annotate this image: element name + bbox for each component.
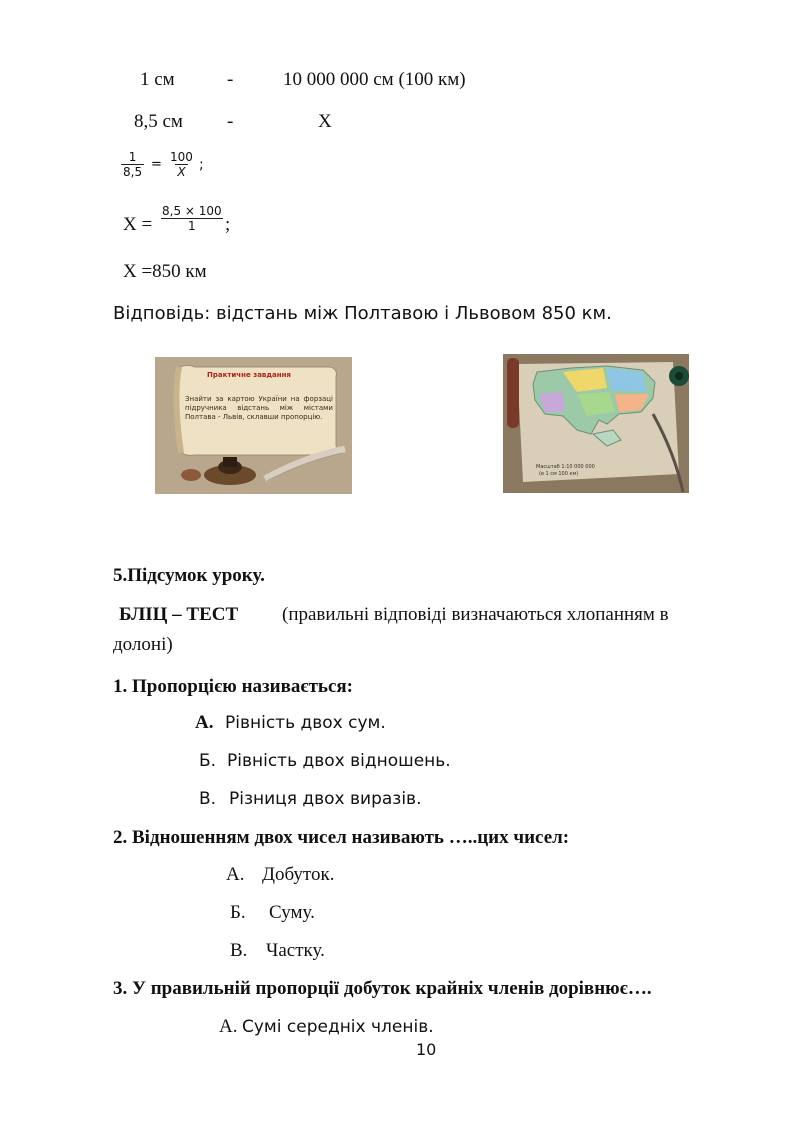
proportion-row2-left: 8,5 см [134,111,183,132]
blitz-test-note-line1: (правильні відповіді визначаються хлопанням в [282,604,669,625]
slide-task-text: Знайти за картою України на форзаці підручника відстань між містами Полтава - Львів, склавши пропорцію. [185,395,333,421]
proportion-row1-right: 10 000 000 см (100 км) [283,69,466,90]
q1-option-c-letter: В. [199,789,217,809]
slide-task-title: Практичне завдання [207,371,291,379]
q1-option-b-letter: Б. [199,751,217,771]
fraction-right [168,150,195,179]
slide-map-scale-2: (в 1 см 100 км) [539,471,579,477]
equation-2-lhs: X = [123,214,153,235]
proportion-row1-left: 1 см [140,69,175,90]
ukraine-map-icon [503,354,689,493]
fraction-product-numerator: 8,5 × 100 [162,204,222,218]
q1-option-a-letter: А. [195,712,214,733]
question-3: 3. У правильній пропорції добуток крайніх членів дорівнює…. [113,978,652,999]
section-heading: 5.Підсумок уроку. [113,565,265,586]
fraction-product [160,204,224,233]
answer-line: Відповідь: відстань між Полтавою і Львовом 850 км. [113,303,612,324]
result-line: X =850 км [123,261,207,282]
q1-option-b-text: Рівність двох відношень. [227,751,451,771]
q1-option-c-text: Різниця двох виразів. [229,789,422,809]
q2-option-b-letter: Б. [230,902,246,923]
fraction-right-numerator: 100 [170,150,193,164]
q1-option-a-text: Рівність двох сум. [225,713,386,733]
question-2: 2. Відношенням двох чисел називають …..цих чисел: [113,827,570,848]
page-number: 10 [416,1040,437,1059]
fraction-left-denominator: 8,5 [123,165,143,179]
proportion-row1-dash: - [227,69,234,90]
proportion-row2-right: X [318,111,332,132]
slide-map-image [503,354,689,493]
blitz-test-note-line2: долоні) [113,634,173,655]
fraction-right-denominator: X [177,165,186,179]
q2-option-a-letter: А. [226,864,245,885]
q2-option-c-letter: В. [230,940,248,961]
q3-option-a-text: Сумі середніх членів. [242,1017,434,1037]
equation-2-end: ; [225,214,231,235]
q2-option-c-text: Частку. [266,940,325,961]
blitz-test-label: БЛІЦ – ТЕСТ [119,604,239,625]
slide-map-scale-1: Масштаб 1:10 000 000 [536,464,595,470]
equation-1-end: ; [199,157,204,173]
proportion-row2-dash: - [227,111,234,132]
q2-option-b-text: Суму. [269,902,315,923]
fraction-left-numerator: 1 [128,150,137,164]
fraction-left [121,150,144,179]
q3-option-a-letter: А. [219,1016,238,1037]
equals-sign: = [151,157,162,172]
q2-option-a-text: Добуток. [262,864,335,885]
question-1: 1. Пропорцією називається: [113,676,353,697]
slide-task-image [155,357,352,494]
fraction-product-denominator: 1 [161,218,223,233]
